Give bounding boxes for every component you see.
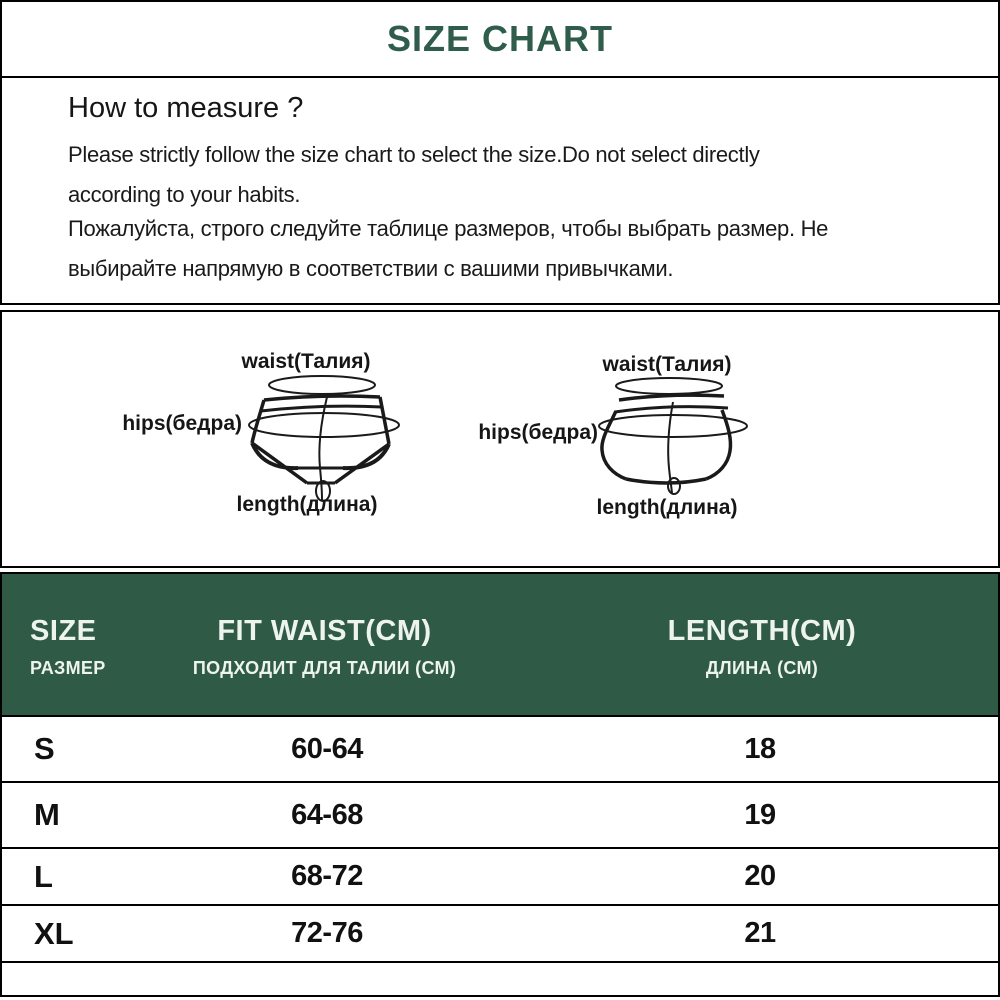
header-waist-ru: ПОДХОДИТ ДЛЯ ТАЛИИ (СМ)	[192, 658, 457, 678]
size-table-header	[2, 574, 998, 715]
header-size-ru: РАЗМЕР	[30, 658, 106, 678]
instruction-line-en-2: according to your habits.	[68, 182, 301, 207]
length-value: 21	[744, 917, 776, 949]
boyshort-diagram	[599, 378, 747, 494]
instruction-line-ru-2: выбирайте напрямую в соответствии с вашими привычками.	[68, 256, 674, 281]
table-row-l	[2, 847, 998, 904]
waist-value: 60-64	[291, 732, 363, 765]
size-value: XL	[34, 915, 74, 951]
header-waist-column	[127, 615, 522, 679]
size-value: L	[34, 858, 53, 894]
table-row-xl	[2, 904, 998, 961]
title-section	[0, 0, 1000, 78]
hips-label-left: hips(бедра)	[122, 412, 242, 435]
table-row-empty	[2, 961, 998, 995]
waist-value: 68-72	[291, 860, 363, 892]
instruction-line-ru-1: Пожалуйста, строго следуйте таблице размеров, чтобы выбрать размер. Не	[68, 216, 829, 241]
length-value: 19	[744, 798, 776, 831]
header-length-ru: ДЛИНА (СМ)	[705, 658, 819, 678]
length-label-right: length(длина)	[596, 496, 738, 519]
waist-value: 64-68	[291, 798, 363, 831]
brief-diagram	[249, 376, 399, 501]
waist-value: 72-76	[291, 917, 363, 949]
how-to-measure-heading: How to measure ?	[68, 92, 304, 124]
length-value: 18	[744, 732, 776, 765]
table-row-m	[2, 781, 998, 847]
how-to-measure-section	[0, 78, 1000, 305]
measurement-diagrams-section	[0, 310, 1000, 568]
header-waist-en: FIT WAIST(CM)	[217, 615, 432, 647]
hips-label-right: hips(бедра)	[478, 421, 598, 444]
waist-label-right: waist(Талия)	[602, 353, 732, 376]
page-title: SIZE CHART	[387, 18, 613, 59]
length-label-left: length(длина)	[236, 493, 378, 516]
header-size-en: SIZE	[30, 615, 97, 647]
header-size-column	[30, 615, 106, 679]
size-value: S	[34, 731, 55, 766]
table-row-s	[2, 715, 998, 781]
waist-label-left: waist(Талия)	[241, 350, 371, 373]
size-value: M	[34, 797, 60, 832]
length-value: 20	[744, 860, 776, 892]
header-length-en: LENGTH(CM)	[667, 615, 857, 647]
size-table	[0, 572, 1000, 997]
instruction-line-en-1: Please strictly follow the size chart to select the size.Do not select directly	[68, 142, 760, 167]
header-length-column	[557, 615, 967, 679]
